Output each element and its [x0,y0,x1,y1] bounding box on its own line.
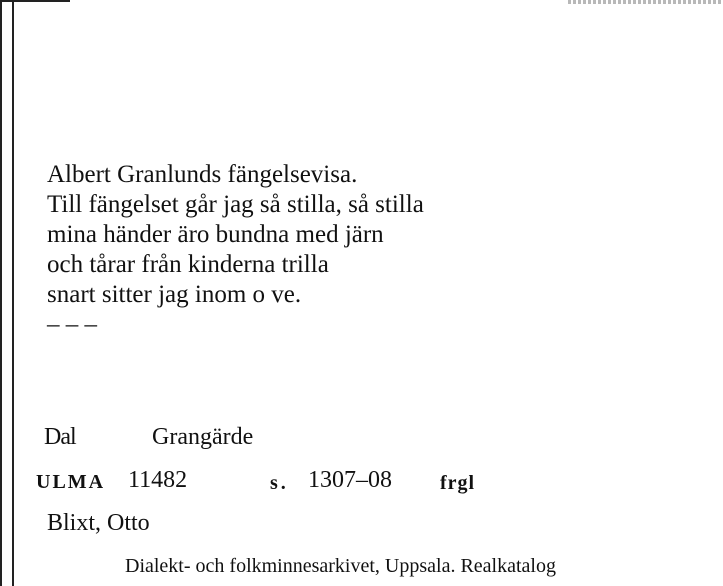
archive-code: ULMA [36,471,106,493]
scan-artifact [568,0,723,4]
page-label: s. [270,472,289,494]
informant-name: Blixt, Otto [47,510,150,536]
card-left-edge [0,0,2,586]
card-margin-line [12,0,14,586]
poem-line: mina händer äro bundna med järn [47,221,384,248]
poem-line: snart sitter jag inom o ve. [47,281,302,308]
parish-label: Grangärde [152,424,254,450]
genre-code: frgl [440,472,476,494]
page-range: 1307–08 [308,467,392,493]
poem-continuation-mark: – – – [47,311,97,338]
poem-title: Albert Granlunds fängelsevisa. [47,161,358,188]
poem-text [47,160,424,340]
poem-line: Till fängelset går jag så stilla, så stilla [47,191,424,218]
district-label: Dal [44,424,76,450]
poem-line: och tårar från kinderna trilla [47,251,329,278]
card-top-edge [0,0,70,2]
archive-number: 11482 [128,467,188,493]
archive-footer: Dialekt- och folkminnesarkivet, Uppsala. Realkatalog [125,555,556,577]
